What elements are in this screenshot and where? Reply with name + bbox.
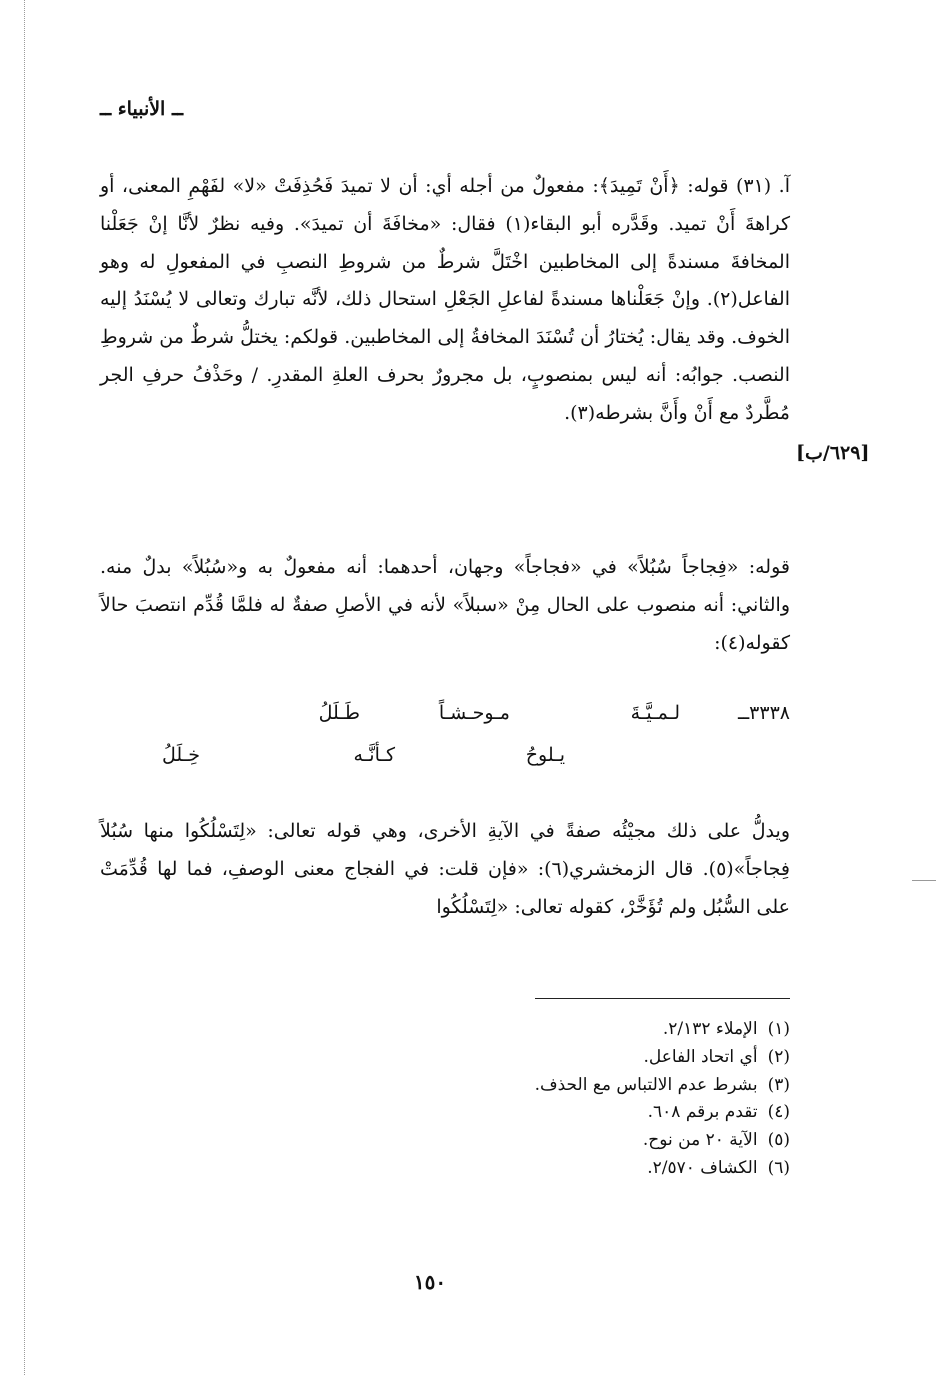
footnote-item	[440, 1099, 790, 1127]
footnotes-list	[440, 1016, 790, 1183]
verse-word: مـوحـشـاً	[438, 702, 510, 724]
footnote-item	[440, 1127, 790, 1155]
paragraph-1	[100, 168, 790, 433]
verse-word: كـأنَّـه	[353, 744, 395, 766]
footnote-text: أي اتحاد الفاعل.	[643, 1046, 758, 1067]
footnote-item	[440, 1155, 790, 1183]
margin-tick-mark	[912, 880, 936, 881]
footnote-separator	[535, 998, 790, 999]
verse-word: لـمـيَّـةَ	[630, 702, 680, 724]
footnote-text: تقدم برقم ٦٠٨.	[647, 1102, 758, 1123]
verse-number: ٣٣٣٨ــ	[738, 702, 790, 724]
poem-verse	[100, 700, 790, 780]
verse-word: يـلوحُ	[525, 744, 565, 766]
footnote-text: بشرط عدم الالتباس مع الحذف.	[534, 1074, 758, 1095]
footnote-number: (٥)	[767, 1130, 790, 1151]
page-number: ١٥٠	[413, 1270, 447, 1294]
footnote-text: الآية ٢٠ من نوح.	[642, 1130, 758, 1151]
verse-word: خِـلَلُ	[162, 744, 200, 766]
footnote-text: الإملاء ٢/١٣٢.	[662, 1019, 758, 1039]
verse-word: طَـلَلُ	[318, 702, 360, 724]
paragraph-1-text: آ. (٣١) قوله: ﴿أَنْ تَمِيدَ﴾: مفعولٌ من أجله أي: أن لا تميدَ فَحُذِفَتْ «لا» لفَهْمِ المعنى، أو كراهةَ أَنْ تميد. وقَدَّره أبو البقاء(١) فقال: «مخافَةَ أن تميدَ». وفيه نظرٌ لأنَّا إنْ جَعَلْنا المخافةَ مسندةً إلى المخاطبين اخْتَلَّ شرطٌ من شروطِ النصبِ في المفعولِ له وهو الفاعل(٢). وإنْ جَعَلْناها مسندةً لفاعلِ الجَعْلِ استحال ذلك، لأنَّه تبارك وتعالى لا يُسْنَدُ إليه الخوف. وقد يقال: يُختارُ أن تُسْنَدَ المخافةُ إلى المخاطبين. قولكم: يختلُّ شرطٌ من شروطِ النصب. جوابُه: أنه ليس بمنصوبٍ، بل مجرورٌ بحرف العلةِ المقدرِ. / وحَذْفُ حرفِ الجر مُطَّردٌ مع أَنْ وأَنَّ بشرطه(٣).	[100, 175, 790, 424]
footnote-text: الكشاف ٢/٥٧٠.	[647, 1157, 758, 1178]
paragraph-2-text: قوله: «فِجاجاً سُبُلاً» في «فجاجاً» وجهان، أحدهما: أنه مفعولٌ به و«سُبُلاً» بدلٌ منه. والثاني: أنه منصوب على الحال مِنْ «سبلاً» لأنه في الأصلِ صفةٌ له فلمَّا قُدِّم انتصبَ حالاً كقوله(٤):	[100, 556, 790, 654]
footnote-number: (٢)	[767, 1046, 790, 1067]
scan-edge-dotted-line	[24, 0, 25, 1375]
footnote-item	[440, 1072, 790, 1100]
footnote-item	[440, 1016, 790, 1044]
footnote-number: (٦)	[767, 1157, 790, 1178]
footnote-number: (١)	[767, 1019, 790, 1039]
footnote-item	[440, 1044, 790, 1072]
running-header: ــ الأنبياء ــ	[100, 98, 184, 120]
footnote-number: (٤)	[767, 1102, 790, 1123]
paragraph-3	[100, 813, 790, 926]
paragraph-3-text: ويدلُّ على ذلك مجيْئُه صفةً في الآيةِ الأخرى، وهي قوله تعالى: «لِتَسْلُكُوا منها سُبُلاً فِجاجاً»(٥). قال الزمخشري(٦): «فإن قلت: في الفجاج معنى الوصفِ، فما لها قُدِّمَتْ على السُّبُل ولم تُؤَخَّرْ، كقوله تعالى: «لِتَسْلُكُوا	[100, 820, 790, 918]
manuscript-folio-note: [٦٢٩/ب]	[796, 442, 870, 464]
paragraph-2	[100, 549, 790, 662]
footnote-number: (٣)	[767, 1074, 790, 1095]
